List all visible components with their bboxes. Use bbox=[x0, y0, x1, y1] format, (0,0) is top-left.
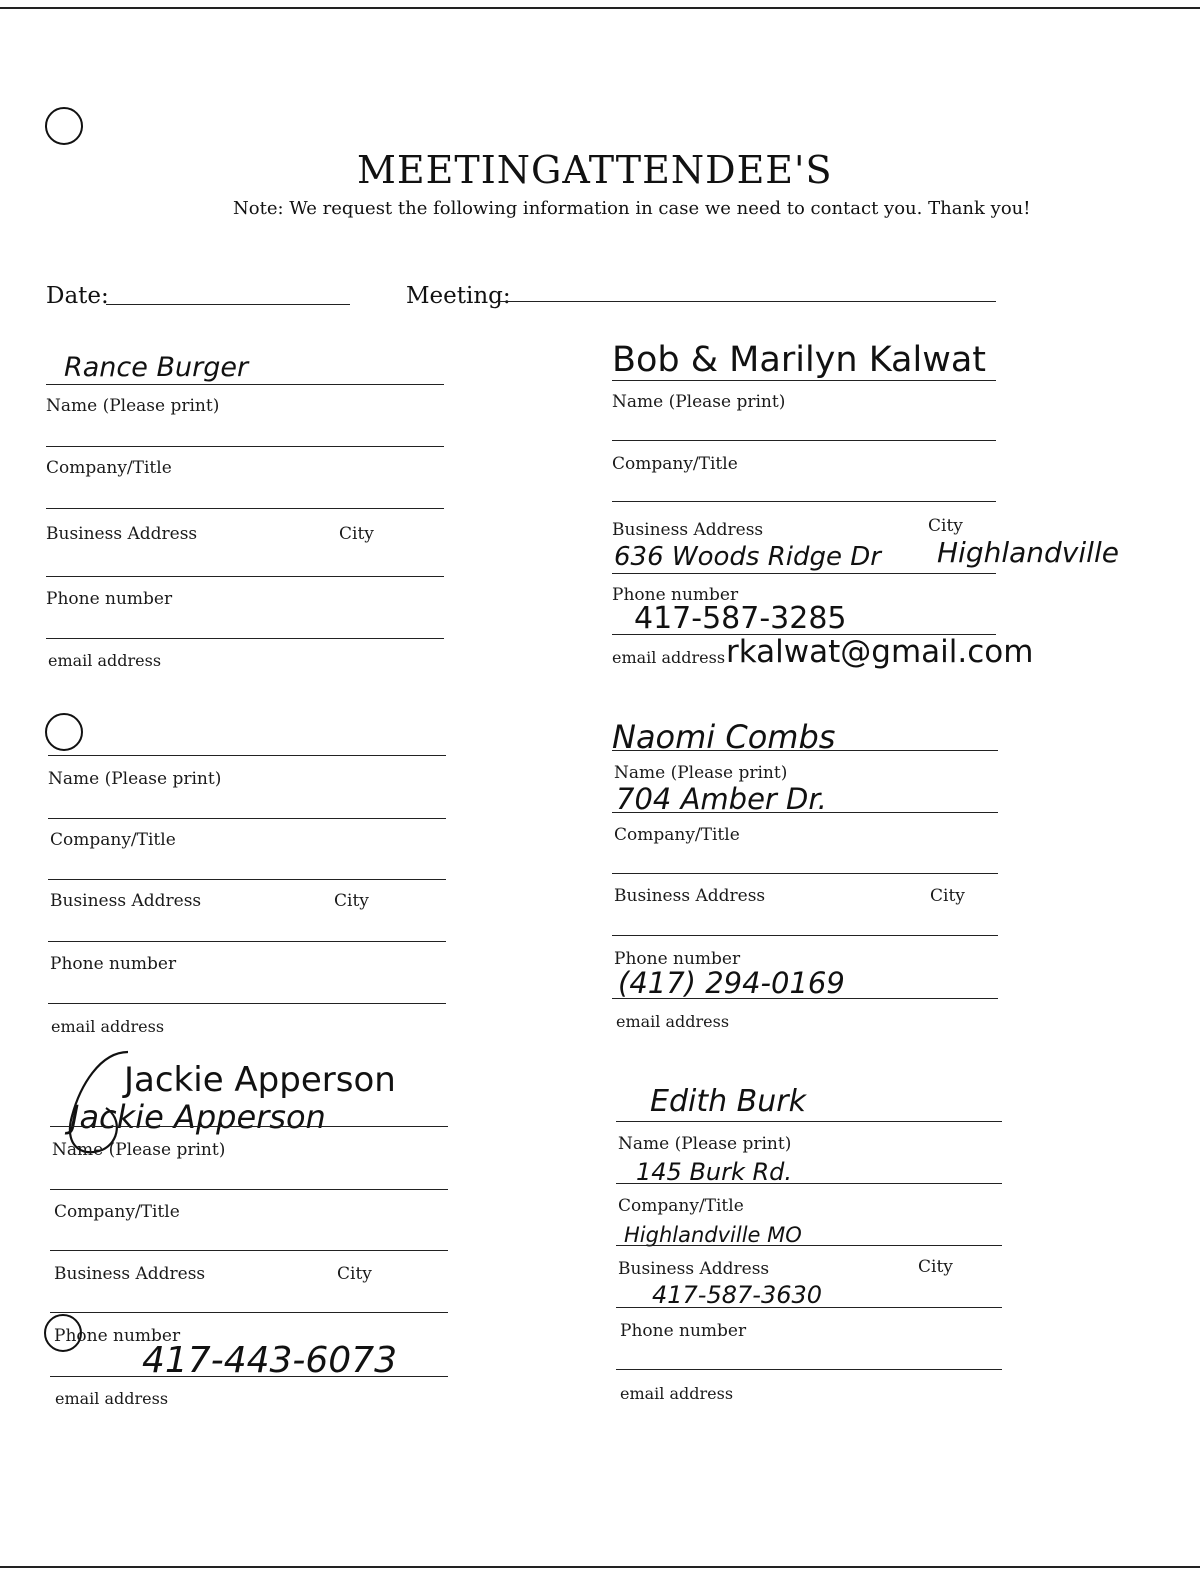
address-label: Business Address bbox=[54, 1264, 206, 1284]
name-label: Name (Please print) bbox=[614, 763, 788, 783]
phone-line[interactable] bbox=[612, 935, 998, 936]
attendee-6-name-handwriting: Edith Burk bbox=[650, 1084, 806, 1119]
email-line[interactable] bbox=[46, 638, 444, 639]
name-label: Name (Please print) bbox=[46, 396, 220, 416]
company-label: Company/Title bbox=[50, 830, 176, 850]
company-label: Company/Title bbox=[54, 1202, 180, 1222]
city-label: City bbox=[918, 1257, 953, 1277]
company-label: Company/Title bbox=[618, 1196, 744, 1216]
attendee-2-phone-handwriting: 417-587-3285 bbox=[634, 601, 847, 636]
attendee-4-company-handwriting: 704 Amber Dr. bbox=[616, 782, 827, 816]
page-title: MEETINGATTENDEE'S bbox=[357, 148, 833, 192]
address-line[interactable] bbox=[48, 879, 446, 880]
attendee-1-name-handwriting: Rance Burger bbox=[64, 352, 249, 383]
attendee-5-phone-handwriting: 417-443-6073 bbox=[142, 1340, 398, 1381]
address-line[interactable] bbox=[612, 501, 996, 502]
company-line[interactable] bbox=[50, 1189, 448, 1190]
address-label: Business Address bbox=[612, 520, 764, 540]
company-line[interactable] bbox=[616, 1183, 1002, 1184]
city-label: City bbox=[930, 886, 965, 906]
phone-label: Phone number bbox=[620, 1321, 747, 1341]
email-line[interactable] bbox=[616, 1369, 1002, 1370]
name-label: Name (Please print) bbox=[52, 1140, 226, 1160]
phone-label: Phone number bbox=[46, 589, 173, 609]
city-label: City bbox=[339, 524, 374, 544]
name-line[interactable] bbox=[612, 750, 998, 751]
email-label: email address bbox=[616, 1012, 730, 1031]
phone-label: Phone number bbox=[50, 954, 177, 974]
name-line[interactable] bbox=[48, 755, 446, 756]
phone-label: Phone number bbox=[614, 949, 741, 969]
phone-line[interactable] bbox=[50, 1312, 448, 1313]
punch-hole bbox=[45, 713, 83, 751]
address-line[interactable] bbox=[616, 1245, 1002, 1246]
address-line[interactable] bbox=[50, 1250, 448, 1251]
attendee-5-signature: Jackie Apperson bbox=[70, 1098, 326, 1136]
page-top-edge bbox=[0, 7, 1200, 9]
phone-label: Phone number bbox=[54, 1326, 181, 1346]
attendee-2-email-handwriting: rkalwat@gmail.com bbox=[726, 634, 1034, 670]
email-label: email address bbox=[55, 1389, 169, 1408]
email-line[interactable] bbox=[50, 1376, 448, 1377]
company-line[interactable] bbox=[612, 440, 996, 441]
address-label: Business Address bbox=[46, 524, 198, 544]
page-bottom-edge bbox=[0, 1566, 1200, 1568]
name-line[interactable] bbox=[50, 1126, 448, 1127]
attendee-5-name-handwriting: Jackie Apperson bbox=[124, 1060, 396, 1100]
company-line[interactable] bbox=[612, 812, 998, 813]
company-label: Company/Title bbox=[614, 825, 740, 845]
email-line[interactable] bbox=[612, 998, 998, 999]
name-label: Name (Please print) bbox=[618, 1134, 792, 1154]
meeting-label: Meeting: bbox=[406, 283, 511, 309]
attendee-2-city-handwriting: Highlandville bbox=[937, 536, 1119, 569]
attendee-4-name-handwriting: Naomi Combs bbox=[612, 718, 836, 756]
attendee-4-phone-handwriting: (417) 294-0169 bbox=[618, 966, 845, 1000]
name-label: Name (Please print) bbox=[612, 392, 786, 412]
email-label: email address bbox=[612, 648, 726, 667]
name-label: Name (Please print) bbox=[48, 769, 222, 789]
phone-line[interactable] bbox=[616, 1307, 1002, 1308]
company-line[interactable] bbox=[46, 446, 444, 447]
phone-label: Phone number bbox=[612, 585, 739, 605]
company-label: Company/Title bbox=[46, 458, 172, 478]
phone-line[interactable] bbox=[46, 576, 444, 577]
name-line[interactable] bbox=[612, 380, 996, 381]
page-note: Note: We request the following information in case we need to contact you. Thank you! bbox=[233, 198, 1031, 219]
attendee-2-address-handwriting: 636 Woods Ridge Dr bbox=[614, 542, 881, 572]
email-label: email address bbox=[51, 1017, 165, 1036]
email-line[interactable] bbox=[48, 1003, 446, 1004]
attendee-6-company-handwriting: 145 Burk Rd. bbox=[636, 1158, 793, 1186]
name-line[interactable] bbox=[616, 1121, 1002, 1122]
address-label: Business Address bbox=[614, 886, 766, 906]
phone-line[interactable] bbox=[48, 941, 446, 942]
company-line[interactable] bbox=[48, 818, 446, 819]
phone-line[interactable] bbox=[612, 573, 996, 574]
company-label: Company/Title bbox=[612, 454, 738, 474]
name-line[interactable] bbox=[46, 384, 444, 385]
date-label: Date: bbox=[46, 283, 109, 309]
attendee-6-address-handwriting: Highlandville MO bbox=[624, 1223, 802, 1247]
email-label: email address bbox=[48, 651, 162, 670]
meeting-field-line[interactable] bbox=[496, 301, 996, 302]
city-label: City bbox=[337, 1264, 372, 1284]
email-label: email address bbox=[620, 1384, 734, 1403]
address-line[interactable] bbox=[612, 873, 998, 874]
city-label: City bbox=[928, 516, 963, 536]
attendee-2-name-handwriting: Bob & Marilyn Kalwat bbox=[612, 340, 986, 380]
punch-hole bbox=[45, 107, 83, 145]
address-label: Business Address bbox=[50, 891, 202, 911]
city-label: City bbox=[334, 891, 369, 911]
date-field-line[interactable] bbox=[106, 304, 350, 305]
address-line[interactable] bbox=[46, 508, 444, 509]
address-label: Business Address bbox=[618, 1259, 770, 1279]
attendee-6-phone-handwriting: 417-587-3630 bbox=[652, 1281, 823, 1309]
